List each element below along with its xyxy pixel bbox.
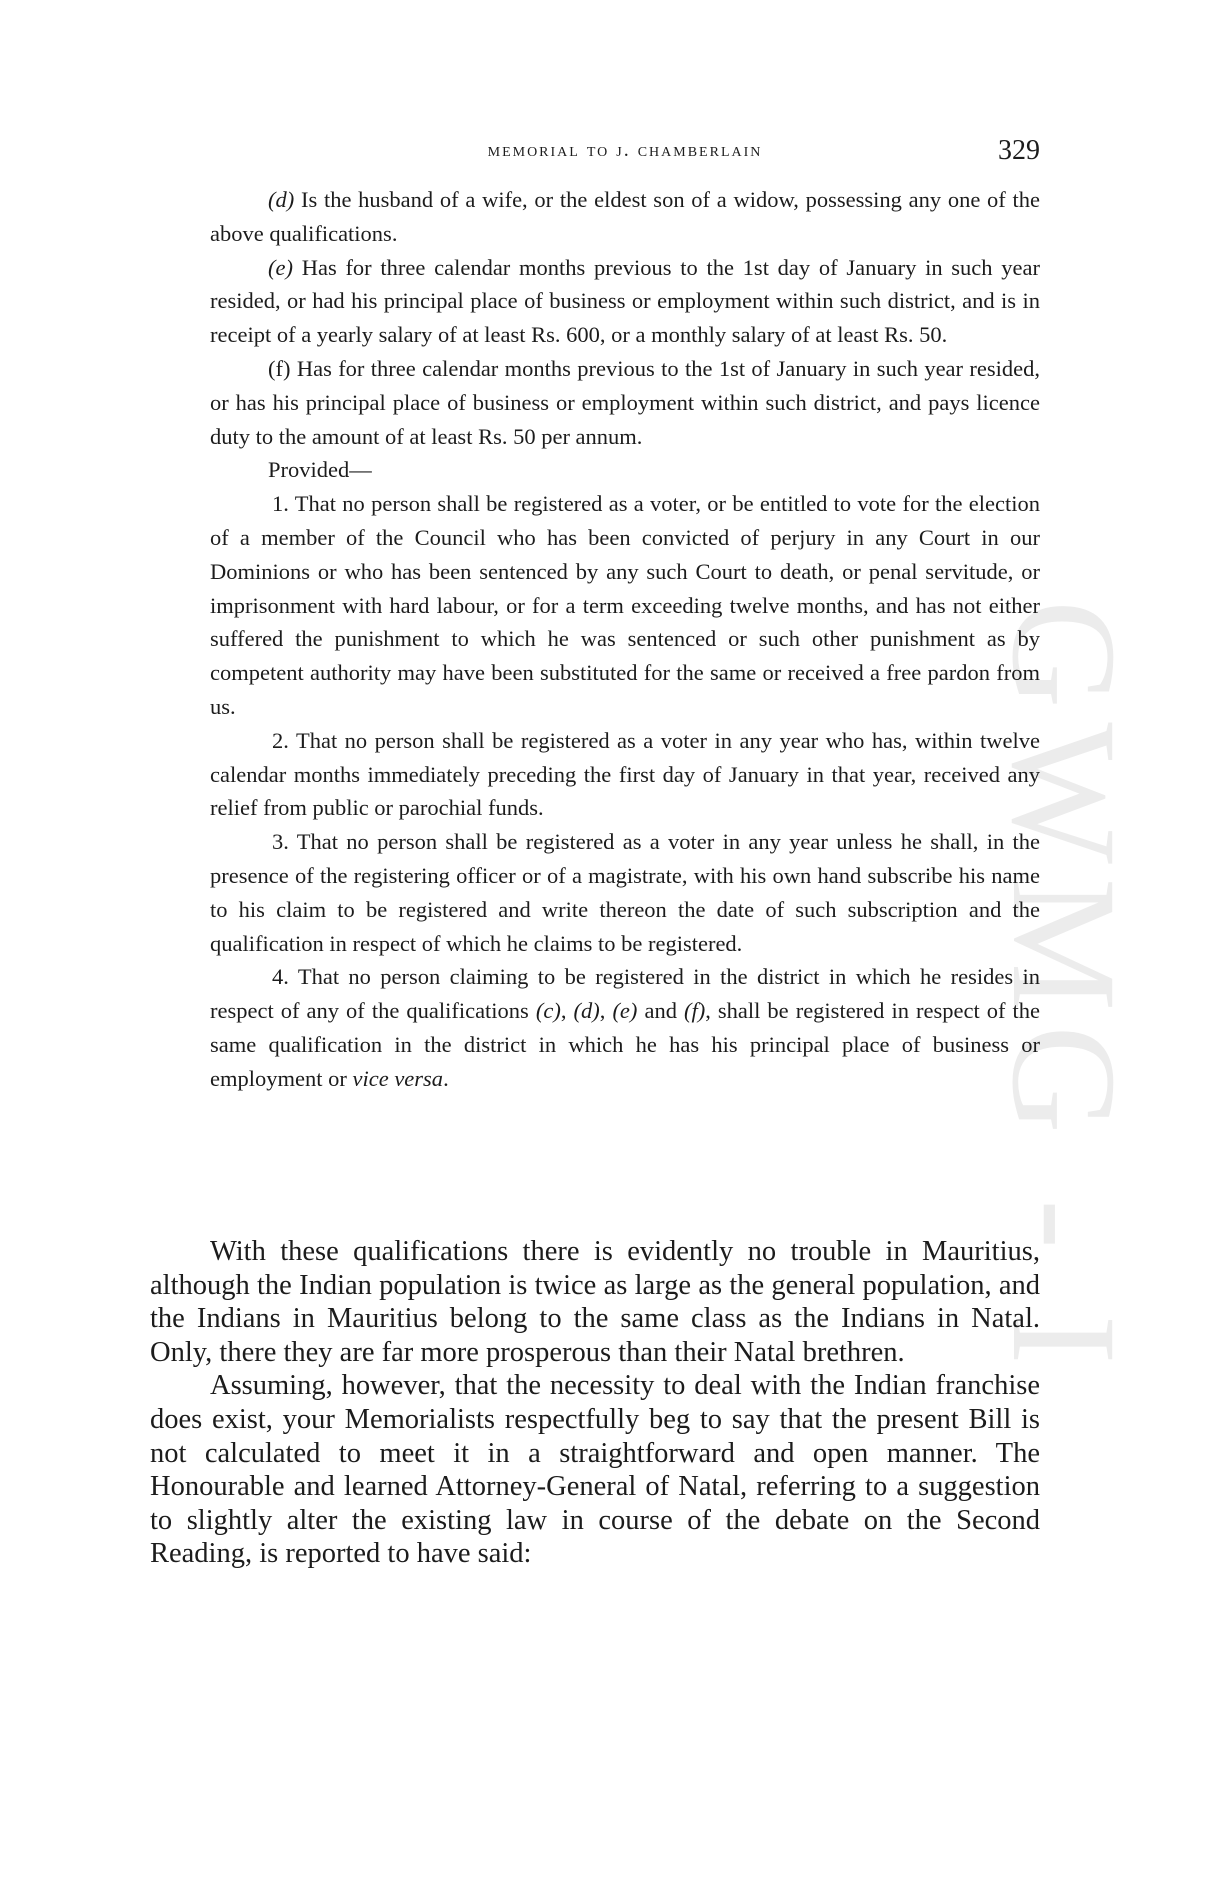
clause-e	[210, 251, 1040, 352]
proviso-2: 2. That no person shall be registered as a voter in any year who has, within twelve calendar months immediately preceding the first day of January in that year, received any relief from public or parochial funds.	[210, 727, 1040, 821]
clause-d-text: Is the husband of a wife, or the eldest son of a widow, possessing any one of the above qualifications.	[210, 187, 1040, 246]
clause-e-label: (e)	[268, 254, 293, 280]
proviso-4-sep-1: ,	[560, 998, 574, 1024]
running-header	[210, 135, 1040, 169]
proviso-4-and: and	[637, 998, 684, 1024]
clause-f-text: Has for three calendar months previous to the 1st of January in such year resided, or has his principal place of business or employment within such district, and pays licence duty to the amount of at least Rs. 50 per annum.	[210, 355, 1040, 449]
proviso-4-vice-versa: vice versa	[352, 1065, 444, 1091]
watermark-text: GWMG - I	[981, 600, 1147, 1379]
body-paragraph-2: Assuming, however, that the necessity to deal with the Indian franchise does exist, your Memorialists respectfully beg to say that the present Bill is not calculated to meet it in a straightforward and open manner. The Honourable and learned Attorney-General of Natal, referring to a suggestion to slightly alter the existing law in course of the debate on the Second Reading, is reported to have said:	[150, 1370, 1040, 1570]
proviso-1: 1. That no person shall be registered as a voter, or be entitled to vote for the election of a member of the Council who has been convicted of perjury in any Court in our Dominions or who has been sentenced by any such Court to death, or penal servitude, or imprisonment with hard labour, or for a term exceeding twelve months, and has not either suffered the punishment to which he was sentenced or such other punishment as by competent authority may have been substituted for the same or received a free pardon from us.	[210, 491, 1040, 719]
body-paragraph-1: With these qualifications there is evidently no trouble in Mauritius, although the Indian population is twice as large as the general population, and the Indians in Mauritius belong to the same class as the Indians in Natal. Only, there they are far more prosperous than their Natal brethren.	[150, 1236, 1040, 1368]
proviso-4-ref-f: (f)	[683, 998, 706, 1024]
provided-heading: Provided—	[268, 457, 372, 483]
clause-e-text: Has for three calendar months previous to the 1st day of January in such year resided, or had his principal place of business or employment within such district, and is in receipt of a yearly salary of at least Rs. 600, or a monthly salary of at least Rs. 50.	[210, 254, 1040, 348]
proviso-4-ref-e: (e)	[612, 998, 638, 1024]
proviso-3: 3. That no person shall be registered as a voter in any year unless he shall, in the presence of the registering officer or of a magistrate, with his own hand subscribe his name to his claim to be registered and write thereon the date of such subscription and the qualification in respect of which he claims to be registered.	[210, 829, 1040, 956]
clause-d	[210, 183, 1040, 251]
proviso-4-ref-d: (d)	[573, 998, 600, 1024]
clause-f-label: (f)	[268, 355, 291, 381]
watermark	[981, 600, 1180, 1379]
proviso-4-sep-2: ,	[599, 998, 613, 1024]
memorial-body	[150, 1235, 1040, 1571]
proviso-4-text-a: 4. That no person claiming to be registered in the district in which he resides in respect of any of the qualifications	[210, 964, 1040, 1024]
running-title: memorial to j. chamberlain	[487, 139, 763, 161]
proviso-4-ref-c: (c)	[535, 998, 561, 1024]
clause-d-label: (d)	[268, 187, 295, 212]
page-number: 329	[998, 135, 1040, 166]
proviso-4-end: .	[443, 1065, 449, 1091]
proviso-4-text-b: , shall be registered in respect of the same qualification in the district in which he has his principal place of business or employment or	[210, 998, 1040, 1091]
quoted-ordinance	[210, 183, 1040, 1096]
clause-f	[210, 352, 1040, 453]
proviso-4	[210, 960, 1040, 1095]
